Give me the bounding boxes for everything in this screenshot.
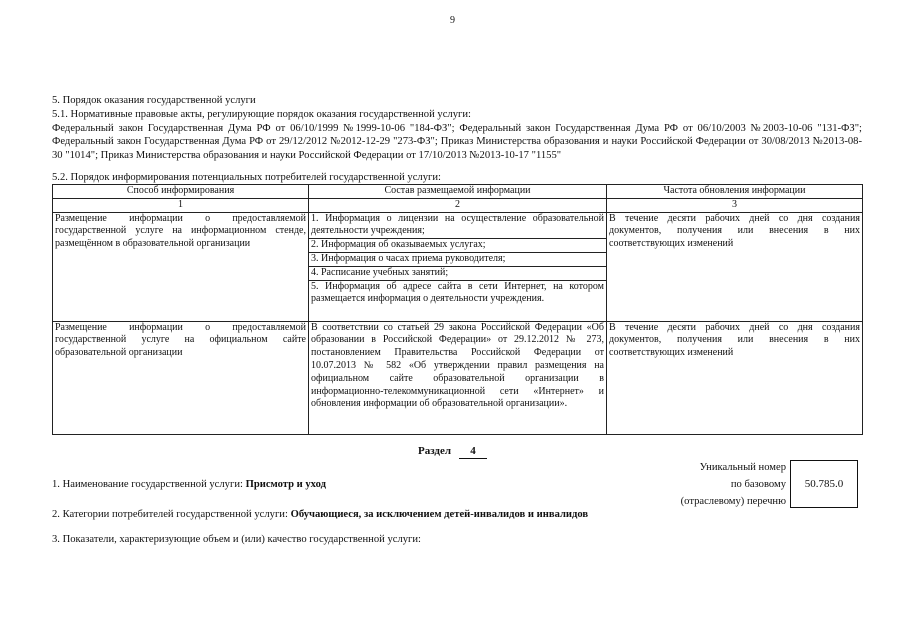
indicators-heading: 3. Показатели, характеризующие объем и (или) качество государственной услуги: bbox=[52, 534, 421, 545]
consumer-category-label: 2. Категории потребителей государственной услуги: bbox=[52, 509, 288, 520]
column-number: 2 bbox=[309, 198, 607, 212]
frequency-cell: В течение десяти рабочих дней со дня создания документов, получения или внесения в них соответствующих изменений bbox=[607, 321, 863, 434]
section-heading: 5. Порядок оказания государственной услуги bbox=[52, 95, 256, 106]
table-row bbox=[53, 212, 863, 321]
content-cell: В соответствии со статьей 29 закона Российской Федерации «Об образовании в Российской Федерации» от 29.12.2012 № 273, постановлением Правительства Российской Федерации от 10.07.2013 № 582 «Об утверждении правил размещения на официальном сайте образовательной организации в информационно-телекоммуникационной сети «Интернет» и обновления информации об образовательной организации». bbox=[309, 321, 607, 434]
section-subheading: 5.1. Нормативные правовые акты, регулирующие порядок оказания государственной услуги: bbox=[52, 108, 471, 120]
section-title bbox=[0, 444, 905, 459]
method-cell: Размещение информации о предоставляемой государственной услуге на официальном сайте образовательной организации bbox=[53, 321, 309, 434]
legal-acts-text: Федеральный закон Государственная Дума РФ от 06/10/1999 №1999-10-06 "184-ФЗ"; Федеральный закон Государственная Дума РФ от 06/10/2003 №2003-10-06 "131-ФЗ"; Федеральный закон Государственная Дума РФ от 29/12/2012 №2012-12-29 "273-ФЗ"; Приказ Министерства образования и науки Российской Федерации от 30/08/2013 №2013-08-30 "1014"; Приказ Министерства образования и науки Российской Федерации от 17/10/2013 №2013-10-17 "1155" bbox=[52, 122, 862, 162]
table-column-numbers-row bbox=[53, 198, 863, 212]
unique-number-label-line: Уникальный номер bbox=[699, 462, 786, 473]
column-number: 1 bbox=[53, 198, 309, 212]
content-item: 5. Информация об адресе сайта в сети Интернет, на котором размещается информация о деятельности учреждения. bbox=[311, 280, 604, 305]
unique-number-label bbox=[640, 460, 786, 511]
info-table-title: 5.2. Порядок информирования потенциальных потребителей государственной услуги: bbox=[52, 172, 441, 183]
method-cell: Размещение информации о предоставляемой государственной услуге на информационном стенде, размещённом в образовательной организации bbox=[53, 212, 309, 321]
consumer-category-value: Обучающиеся, за исключением детей-инвалидов и инвалидов bbox=[290, 509, 589, 520]
content-item: 3. Информация о часах приема руководителя; bbox=[309, 253, 606, 267]
header-frequency: Частота обновления информации bbox=[607, 185, 863, 199]
page-number: 9 bbox=[450, 15, 455, 26]
frequency-cell: В течение десяти рабочих дней со дня создания документов, получения или внесения в них соответствующих изменений bbox=[607, 212, 863, 321]
section-label: Раздел bbox=[417, 445, 452, 457]
column-number: 3 bbox=[607, 198, 863, 212]
information-table bbox=[52, 184, 863, 435]
unique-number-label-line: по базовому bbox=[730, 478, 786, 490]
content-item: 2. Информация об оказываемых услугах; bbox=[309, 239, 606, 253]
header-method: Способ информирования bbox=[53, 185, 309, 199]
service-name-label: 1. Наименование государственной услуги: bbox=[52, 479, 243, 490]
service-name-line bbox=[52, 478, 326, 492]
consumer-category-line bbox=[52, 508, 588, 522]
section-number: 4 bbox=[459, 444, 487, 459]
header-content: Состав размещаемой информации bbox=[309, 185, 607, 199]
service-procedure-section bbox=[52, 94, 862, 163]
content-item: 1. Информация о лицензии на осуществление образовательной деятельности учреждения; bbox=[309, 213, 606, 240]
service-name-value: Присмотр и уход bbox=[245, 479, 326, 490]
content-item: 4. Расписание учебных занятий; bbox=[309, 267, 606, 281]
unique-number-box: 50.785.0 bbox=[790, 460, 858, 508]
table-header-row bbox=[53, 185, 863, 199]
table-row bbox=[53, 321, 863, 434]
content-cell bbox=[309, 212, 607, 321]
unique-number-label-line: (отраслевому) перечню bbox=[680, 495, 786, 507]
